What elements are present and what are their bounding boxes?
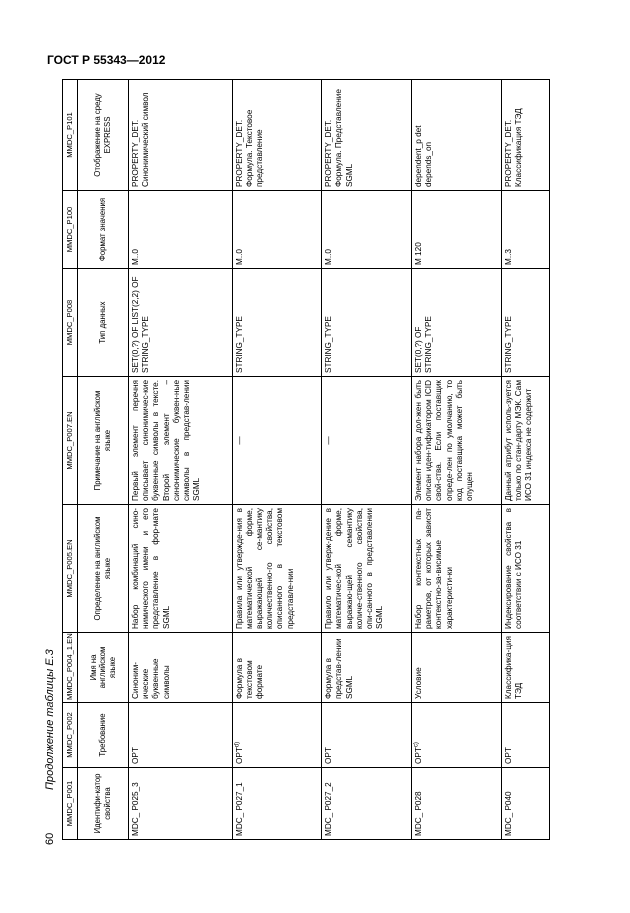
cell-req: OPT$^{d)}$ — [232, 703, 322, 768]
cell-note: Первый элемент перечня описывает синонимичес-кие буквенные символы в тексте. Второй элемент – синонимические буквен-ные символы в представ-лении SGML — [129, 377, 233, 505]
code-cell: MMDC_P002 — [63, 703, 78, 768]
cell-name: Формула в представ-лении SGML — [322, 633, 412, 703]
cell-id: MDC_ P027_2 — [322, 768, 412, 840]
code-cell: MMDC_P005.EN — [63, 505, 78, 633]
cell-name: Классифика-ция ТЭД — [501, 633, 549, 703]
cell-format: M 120 — [411, 191, 501, 269]
header-cell: Примечание на английском языке — [78, 377, 129, 505]
header-row — [78, 80, 129, 840]
header-cell: Отображение на среду EXPRESS — [78, 80, 129, 191]
cell-id: MDC_ P027_1 — [232, 768, 322, 840]
code-cell: MMDC_P008 — [63, 269, 78, 377]
code-cell: MMDC_P007.EN — [63, 377, 78, 505]
cell-type: STRING_TYPE — [322, 269, 412, 377]
cell-express: PROPERTY_DET. Формула. Представление SGML — [322, 80, 412, 191]
table-row — [129, 80, 233, 840]
cell-type: STRING_TYPE — [232, 269, 322, 377]
cell-name: Формула в текстовом формате — [232, 633, 322, 703]
cell-note: Данный атрибут исполь-зуется только по стан-дарту МЭК. Сам ИСО 31 индекса не содержит — [501, 377, 549, 505]
code-cell: MMDC_P100 — [63, 191, 78, 269]
cell-format: M..0 — [232, 191, 322, 269]
header-cell: Имя на английском языке — [78, 633, 129, 703]
cell-id: MDC_ P025_3 — [129, 768, 233, 840]
cell-format: M..0 — [129, 191, 233, 269]
page-number: 60 — [44, 832, 56, 845]
cell-express: PROPERTY_DET. Формула. Текстовое представление — [232, 80, 322, 191]
document-standard: ГОСТ Р 55343—2012 — [47, 53, 166, 67]
code-cell: MMDC_P004_1.EN — [63, 633, 78, 703]
cell-definition: Набор контекстных па-раметров, от которых зависят контекстно-за-висимые характеристи-ки — [411, 505, 501, 633]
cell-note: Элемент набора дол-жен быть описан иден-тификатором ICID свой-ства. Если поставщик опреде-лен по умолчанию, то код поставщика может быть опущен — [411, 377, 501, 505]
cell-id: MDC_ P040 — [501, 768, 549, 840]
cell-req: OPT$^{c)}$ — [411, 703, 501, 768]
header-cell: Формат значения — [78, 191, 129, 269]
rotated-table-container — [62, 80, 550, 840]
table-row — [232, 80, 322, 840]
header-cell: Требование — [78, 703, 129, 768]
cell-format: M..3 — [501, 191, 549, 269]
code-cell: MMDC_P101 — [63, 80, 78, 191]
header-cell: Тип данных — [78, 269, 129, 377]
cell-name: Условие — [411, 633, 501, 703]
code-cell: MMDC_P001 — [63, 768, 78, 840]
cell-definition: Правило или утверж-дение в математичес-кой форме, выражаю-щей семантику количе-ственного свойства, опи-санного в представлении SGML — [322, 505, 412, 633]
codes-row — [63, 80, 78, 840]
properties-table — [62, 79, 550, 840]
cell-id: MDC_ P028 — [411, 768, 501, 840]
table-row — [501, 80, 549, 840]
cell-definition: Индексирование свойства в соответствии с ИСО 31 — [501, 505, 549, 633]
cell-definition: Правила или утвержде-ния в математической форме, выражающей се-мантику количественно-го свойства, описанного в текстовом представле-нии — [232, 505, 322, 633]
header-cell: Определение на английском языке — [78, 505, 129, 633]
cell-type: SET(0,?) OF STRING_TYPE — [411, 269, 501, 377]
cell-type: SET(0,?) OF LIST(2,2) OF STRING_TYPE — [129, 269, 233, 377]
cell-definition: Набор комбинаций сино-нимического имени и его представление в фор-мате SGML — [129, 505, 233, 633]
cell-note: — — [322, 377, 412, 505]
cell-express: PROPERTY_DET. Классификация ТЭД — [501, 80, 549, 191]
table-row — [411, 80, 501, 840]
cell-note: — — [232, 377, 322, 505]
table-row — [322, 80, 412, 840]
cell-req: OPT — [501, 703, 549, 768]
cell-format: M..0 — [322, 191, 412, 269]
cell-express: dependent_p det depends_on — [411, 80, 501, 191]
cell-req: OPT — [322, 703, 412, 768]
cell-express: PROPERTY_DET. Синонимический символ — [129, 80, 233, 191]
cell-name: Синоним-ические буквенные символы — [129, 633, 233, 703]
table-caption: Продолжение таблицы Е.3 — [44, 649, 56, 790]
cell-req: OPT — [129, 703, 233, 768]
header-cell: Идентифи-катор свойства — [78, 768, 129, 840]
cell-type: STRING_TYPE — [501, 269, 549, 377]
